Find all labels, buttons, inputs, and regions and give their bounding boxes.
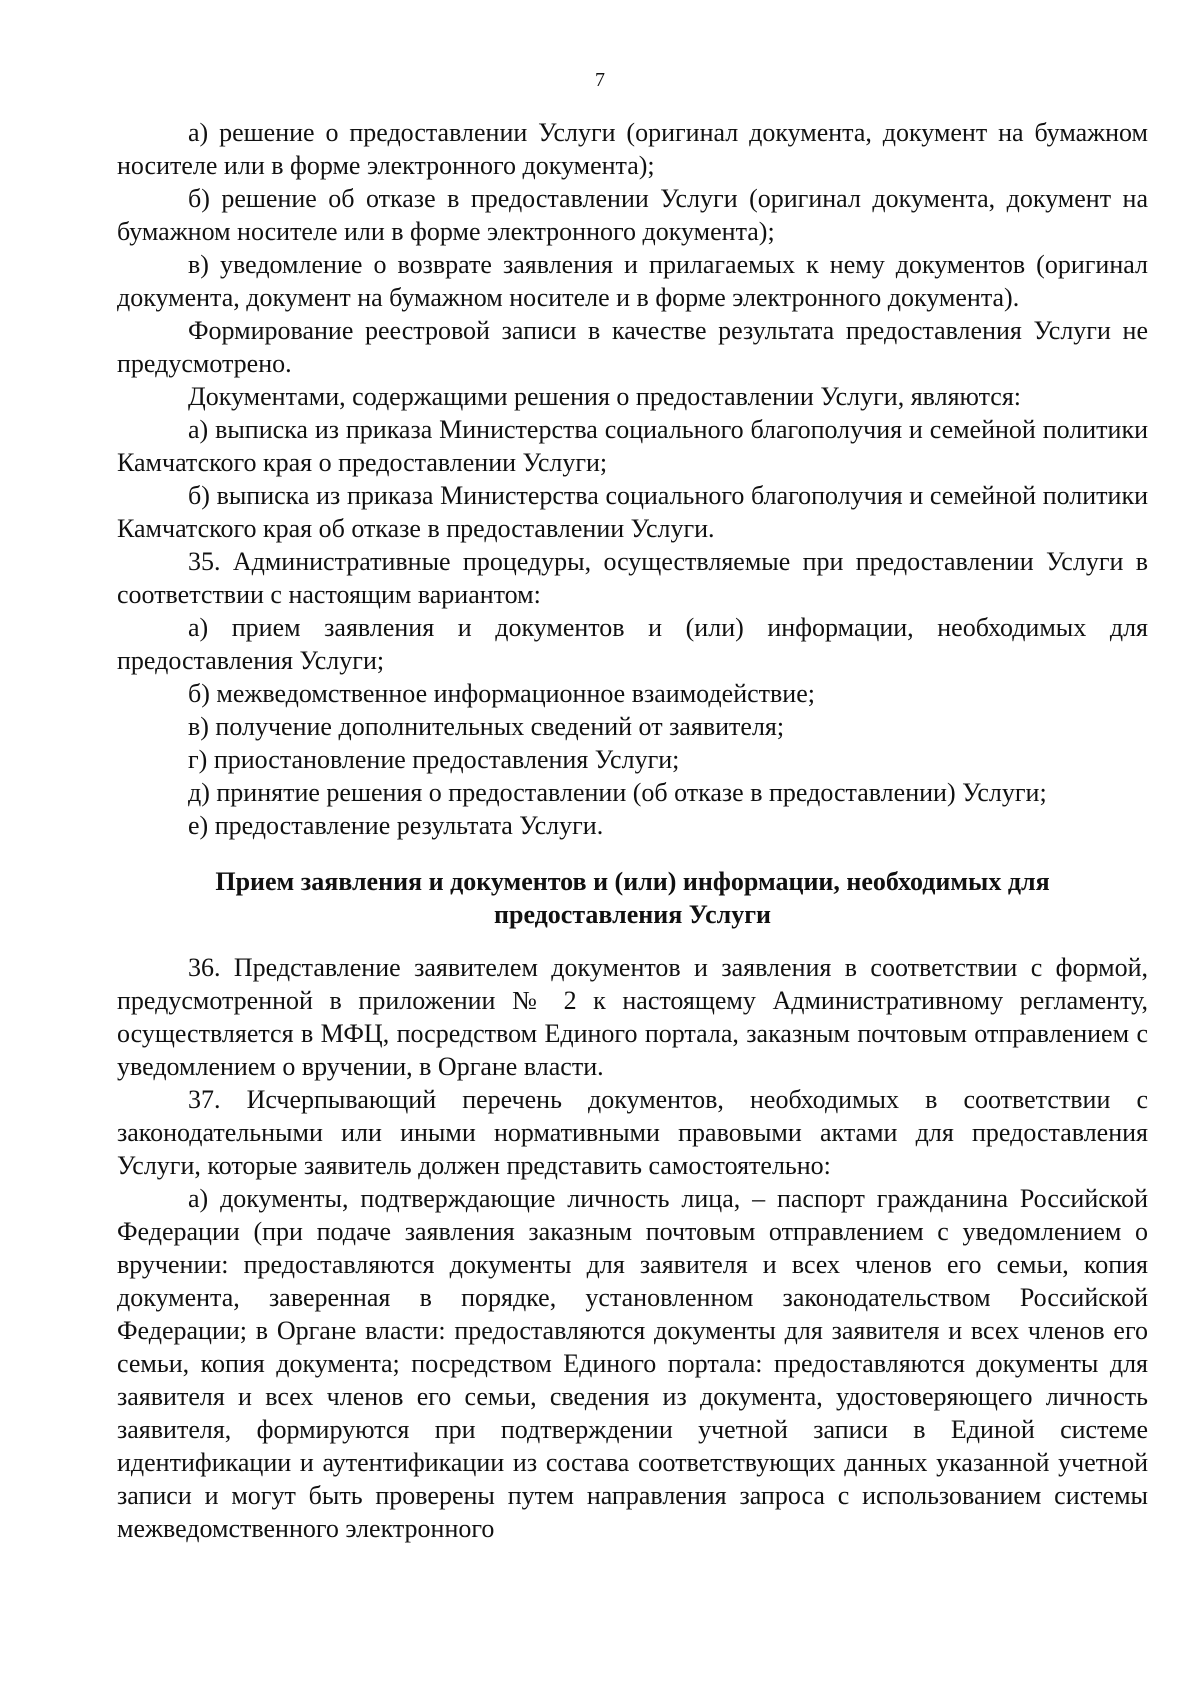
- result-item-b: б) решение об отказе в предоставлении Услуги (оригинал документа, документ на бумажном носителе или в форме электронного документа);: [117, 184, 1148, 246]
- clause-36: 36. Представление заявителем документов и заявления в соответствии с формой, предусмотренной в приложении № 2 к настоящему Административному регламенту, осуществляется в МФЦ, посредством Единого портала, заказным почтовым отправлением с уведомлением о вручении, в Органе власти.: [117, 953, 1148, 1081]
- decision-documents-intro: Документами, содержащими решения о предоставлении Услуги, являются:: [188, 382, 1022, 411]
- document-body: [117, 116, 1148, 1545]
- procedure-item-d: г) приостановление предоставления Услуги;: [188, 745, 680, 774]
- procedure-item-e: д) принятие решения о предоставлении (об отказе в предоставлении) Услуги;: [188, 778, 1047, 807]
- result-item-c: в) уведомление о возврате заявления и прилагаемых к нему документов (оригинал документа, документ на бумажном носителе и в форме электронного документа).: [117, 250, 1148, 312]
- result-item-a: а) решение о предоставлении Услуги (оригинал документа, документ на бумажном носителе или в форме электронного документа);: [117, 118, 1148, 180]
- required-document-a: а) документы, подтверждающие личность лица, – паспорт гражданина Российской Федерации (при подаче заявления заказным почтовым отправлением с уведомлением о вручении: предоставляются документы для заявителя и всех членов его семьи, копия документа, заверенная в порядке, установленном законодательством Российской Федерации; в Органе власти: предоставляются документы для заявителя и всех членов его семьи, копия документа; посредством Единого портала: предоставляются документы для заявителя и всех членов его семьи, сведения из документа, удостоверяющего личность заявителя, формируются при подтверждении учетной записи в Единой системе идентификации и аутентификации из состава соответствующих данных указанной учетной записи и могут быть проверены путем направления запроса с использованием системы межведомственного электронного: [117, 1184, 1148, 1543]
- page-number: 7: [595, 69, 605, 91]
- clause-37: 37. Исчерпывающий перечень документов, необходимых в соответствии с законодательными или иными нормативными правовыми актами для предоставления Услуги, которые заявитель должен представить самостоятельно:: [117, 1085, 1148, 1180]
- section-heading-line-2: предоставления Услуги: [494, 900, 771, 929]
- section-heading: [117, 865, 1148, 931]
- section-heading-line-1: Прием заявления и документов и (или) информации, необходимых для: [215, 867, 1050, 896]
- procedure-item-f: е) предоставление результата Услуги.: [188, 811, 604, 840]
- registry-record-paragraph: Формирование реестровой записи в качестве результата предоставления Услуги не предусмотрено.: [117, 316, 1148, 378]
- procedure-item-b: б) межведомственное информационное взаимодействие;: [188, 679, 815, 708]
- procedure-item-c: в) получение дополнительных сведений от заявителя;: [188, 712, 785, 741]
- decision-document-a: а) выписка из приказа Министерства социального благополучия и семейной политики Камчатского края о предоставлении Услуги;: [117, 415, 1148, 477]
- clause-35: 35. Административные процедуры, осуществляемые при предоставлении Услуги в соответствии с настоящим вариантом:: [117, 547, 1148, 609]
- procedure-item-a: а) прием заявления и документов и (или) информации, необходимых для предоставления Услуги;: [117, 613, 1148, 675]
- decision-document-b: б) выписка из приказа Министерства социального благополучия и семейной политики Камчатского края об отказе в предоставлении Услуги.: [117, 481, 1148, 543]
